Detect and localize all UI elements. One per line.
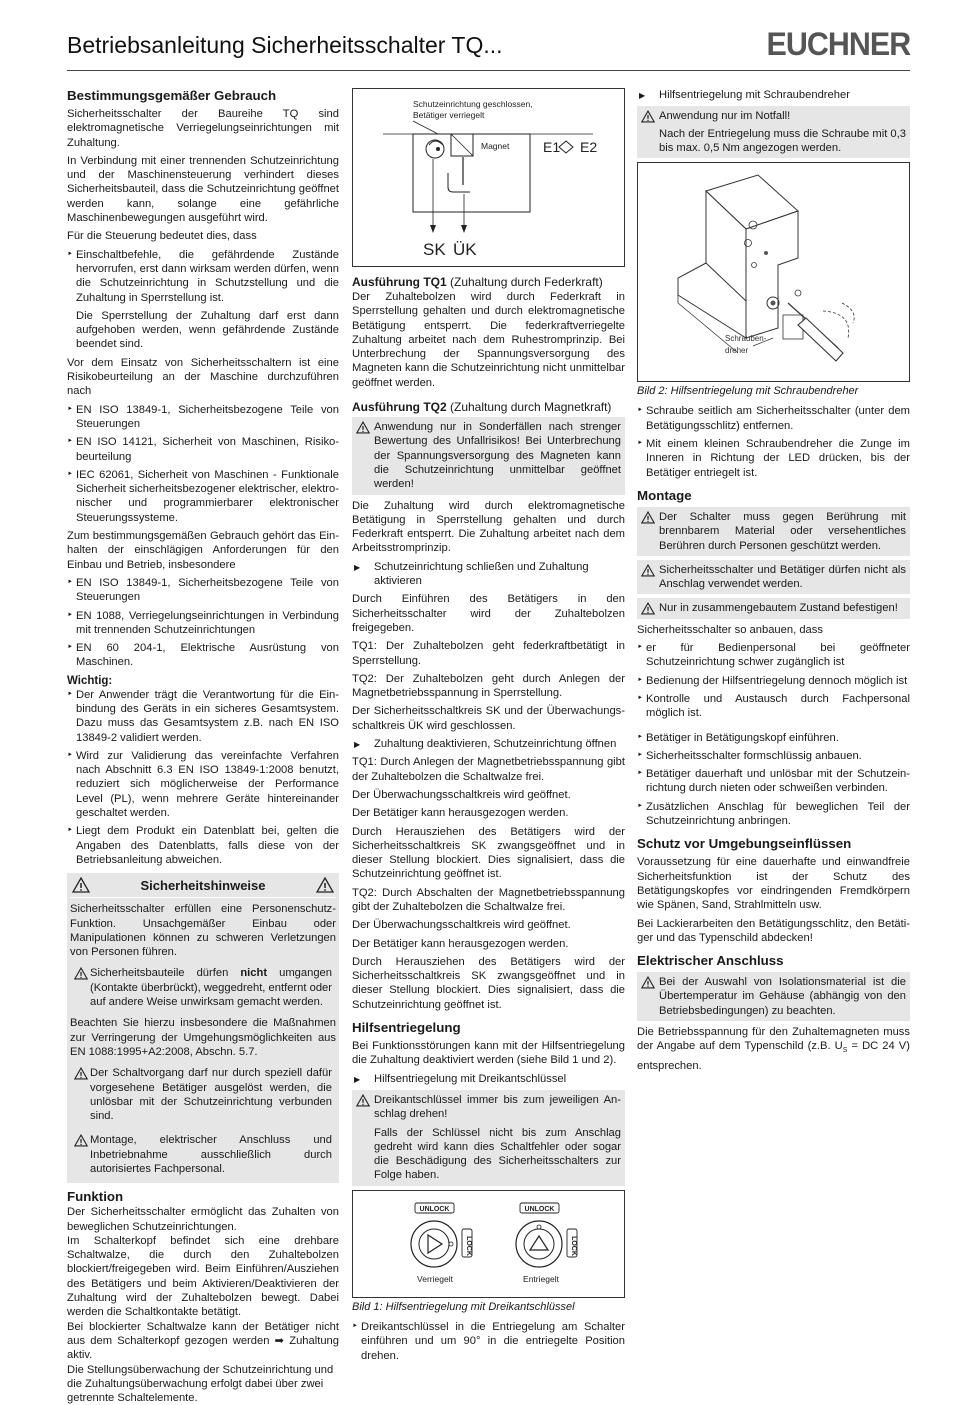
paragraph: Voraussetzung für eine dauerhafte und einwandfreie Sicherheitsfunktion ist der Schutz des Betätigungskopfes vor eindringenden Fremdkörpern wie Spänen, Sand, Strahlmitteln usw.: [637, 856, 910, 912]
warning-note: Nur in zusammengebautem Zustand befestigen!: [637, 598, 910, 618]
verriegelt-label: Verriegelt: [417, 1273, 453, 1284]
paragraph: Die Zuhaltung wird durch elektromagnetische Betätigung in Sperrstellung gehalten und durch Federkraft entsperrt. Die Zuhaltung arbeitet nach dem Arbeitsstromprinzip.: [352, 499, 625, 555]
paragraph: In Verbindung mit einer trennenden Schutzeinrichtung und der Maschinensteuerung verhindert dieses Sicherheitsbauteil, dass die Schutzeinrichtung geöffnet werden kann, solange eine gefährliche Maschinenbewegungen ausgeführt wird.: [67, 154, 339, 225]
paragraph: Der Sicherheitsschalter ermöglicht das Zuhalten von beweglichen Schutzeinrichtungen.: [67, 1206, 339, 1233]
figure-screwdriver-unlock: [637, 162, 910, 382]
paragraph: Sicherheitsschalter so anbauen, dass: [637, 623, 823, 636]
unlock-label: UNLOCK: [524, 1205, 555, 1213]
heading-tq1: Ausführung TQ1 (Zuhaltung durch Federkraft): [352, 275, 603, 289]
figure-switch-schematic: [352, 88, 625, 267]
warning-triangle-icon: [641, 976, 655, 993]
diagram-e1-label: E1: [543, 139, 561, 155]
heading-funktion: Funktion: [67, 1189, 124, 1205]
bullet-item: ‣ Sicherheitsschalter formschlüssig anbauen.: [637, 749, 910, 763]
heading-gebrauch: Bestimmungsgemäßer Gebrauch: [67, 88, 277, 103]
warning-triangle-icon: [316, 877, 334, 898]
heading-tq2: Ausführung TQ2 (Zuhaltung durch Magnetkraft): [352, 400, 612, 415]
paragraph: Der Überwachungsschaltkreis wird geöffnet.: [352, 919, 571, 932]
diagram-caption-line2: Betätiger verriegelt: [413, 110, 485, 120]
paragraph: Der Zuhaltebolzen wird durch Federkraft in Sperrstellung gehalten und durch elektromagnetische Betätigung entsperrt. Die federkraftverriegelte Zuhaltung arbeitet nach dem Ruhestromprinzip. Bei Unterbrechung der Spannungsversorgung des Magneten kann die Schutzeinrichtung nicht unmittelbar geöffnet werden.: [352, 291, 625, 389]
safety-notes-header: [70, 877, 336, 898]
warning-note: Sicherheitsbauteile dürfen nicht umgangen (Kontakte überbrückt), weggedreht, entfernt oder auf andere Weise unwirksam gemacht werden.: [70, 963, 336, 1012]
heading-montage: Montage: [637, 487, 692, 503]
paragraph: Sicherheitsschalter der Baureihe TQ sind elektromagnetische Verriegelungseinrichtungen mit Zuhaltung.: [67, 108, 339, 149]
bullet-item: ‣ EN ISO 13849-1, Sicherheitsbezogene Teile von Steuerungen: [67, 403, 339, 432]
column-1: [67, 88, 339, 1405]
paragraph: TQ1: Durch Anlegen der Magnetbetriebsspannung gibt der Zuhaltebolzen die Schaltwalze frei.: [352, 756, 625, 783]
diagram-caption-line1: Schutzeinrichtung geschlossen,: [413, 99, 533, 109]
heading-elektrisch: Elektrischer Anschluss: [637, 953, 784, 969]
paragraph: Bei Lackierarbeiten den Betätigungsschlitz, den Betätiger und das Typenschild abdecken!: [637, 917, 910, 944]
bullet-item: ‣ Schraube seitlich am Sicherheitsschalter (unter dem Betätigungsschlitz) entfernen.: [637, 404, 910, 433]
bullet-item: ‣ Einschaltbefehle, die gefährdende Zustände hervorrufen, erst dann wirksam werden dürfen, wenn die Schutzeinrichtung in Schutzstellung und die Zuhaltung in Sperrstellung ist.: [67, 248, 339, 305]
bullet-item: ‣ Betätiger in Betätigungskopf einführen.: [637, 731, 910, 745]
screwdriver-diagram: [638, 163, 909, 381]
paragraph: TQ2: Durch Abschalten der Magnetbetriebsspannung gibt der Zuhaltebolzen die Schaltwalze frei.: [352, 886, 625, 913]
warning-triangle-icon: [641, 564, 655, 581]
warning-note: Anwendung nur im Notfall! Nach der Entriegelung muss die Schraube mit 0,3 bis max. 0,5 Nm angezogen werden.: [637, 106, 910, 158]
paragraph: Bei blockierter Schaltwalze kann der Betätiger nicht aus dem Schalterkopf gezogen werden ➡ Zuhaltung aktiv.: [67, 1320, 339, 1362]
paragraph: Bei Funktionsstörungen kann mit der Hilfsentriegelung die Zuhaltung deaktiviert werden (siehe Bild 1 und 2).: [352, 1040, 625, 1067]
paragraph: Beachten Sie hierzu insbesondere die Maßnahmen zur Verringerung der Umgehungsmöglichkeiten aus EN 1088:1995+A2:2008, Abschn. 5.7.: [70, 1017, 336, 1058]
bullet-item: ‣ Mit einem kleinen Schraubendreher die Zunge im Inneren in Richtung der LED drücken, bis der Betätiger entriegelt ist.: [637, 437, 910, 480]
warning-triangle-icon: [74, 967, 88, 984]
bullet-item: ‣ Der Anwender trägt die Verantwortung für die Einbindung des Geräts in ein sicheres Gesamtsystem. Dazu muss das Gesamtsystem z.B. nach EN ISO 13849-2 validiert werden.: [67, 688, 339, 745]
screwdriver-label-line2: dreher: [725, 346, 749, 356]
warning-note: Bei der Auswahl von Isolationsmaterial ist die Übertemperatur im Gehäuse (abhängig von den Betriebsbedingungen) zu beachten.: [637, 972, 910, 1021]
action-step: ▶ Hilfsentriegelung mit Schraubendreher: [637, 88, 910, 102]
figure-caption: Bild 1: Hilfsentriegelung mit Dreikantschlüssel: [352, 1300, 575, 1313]
bullet-item: ‣ Kontrolle und Austausch durch Fachpersonal möglich ist.: [637, 692, 910, 721]
bullet-item: ‣ Liegt dem Produkt ein Datenblatt bei, gelten die Angaben des Datenblatts, falls diese von der Betriebsanleitung abweichen.: [67, 824, 339, 867]
bullet-item: ‣ er für Bedienpersonal bei geöffneter Schutzeinrichtung schwer zugänglich ist: [637, 641, 910, 670]
diagram-e2-label: E2: [580, 139, 598, 155]
warning-triangle-icon: [641, 602, 655, 619]
warning-note: Dreikantschlüssel immer bis zum jeweiligen Anschlag drehen! Falls der Schlüssel nicht bis zum Anschlag gedreht wird kann dies Schaltfehler oder sogar die Beschädigung des Sicherheitsschalters zur Folge haben.: [352, 1090, 625, 1186]
bullet-item: ‣ EN ISO 13849-1, Sicherheitsbezogene Teile von Steuerungen: [67, 576, 339, 605]
bullet-continuation: Die Sperrstellung der Zuhaltung darf erst dann aufgehoben werden, wenn gefährdende Zustände beendet sind.: [76, 309, 339, 351]
diagram-uk-label: ÜK: [453, 240, 477, 259]
paragraph: Im Schalterkopf befindet sich eine drehbare Schaltwalze, die durch den Zuhaltebolzen blockiert/freigegeben wird. Beim Einführen/Ausziehen des Betätigers und beim Aktivieren/Deaktivieren der Zuhaltung wird der Zuhaltebolzen bewegt. Dabei werden die Schaltkontakte betätigt.: [67, 1234, 339, 1319]
paragraph: Sicherheitsschalter erfüllen eine Personenschutz-Funktion. Unsachgemäßer Einbau oder Manipulationen können zu schweren Verletzungen von Personen führen.: [70, 903, 336, 959]
heading-schutz: Schutz vor Umgebungseinflüssen: [637, 836, 852, 852]
paragraph: Zum bestimmungsgemäßen Gebrauch gehört das Einhalten der einschlägigen Anforderungen für den Einbau und Betrieb, insbesondere: [67, 530, 339, 571]
page-header: [67, 26, 910, 71]
warning-triangle-icon: [72, 877, 90, 898]
paragraph: Durch Herausziehen des Betätigers wird der Sicherheitsschaltkreis SK zwangsgeöffnet und in dieser Stellung blockiert. Dies signalisiert, dass die Schutzeinrichtung geöffnet ist.: [352, 955, 625, 1011]
bullet-item: ‣ Wird zur Validierung das vereinfachte Verfahren nach Abschnitt 6.3 EN ISO 13849-1:2008 benutzt, reduziert sich möglicherweise der Performance Level (PL), wenn mehrere Geräte hintereinander geschaltet werden.: [67, 749, 339, 820]
warning-triangle-icon: [641, 110, 655, 127]
bullet-item: ‣ Zusätzlichen Anschlag für beweglichen Teil der Schutzeinrichtung anbringen.: [637, 800, 910, 829]
diagram-magnet-label: Magnet: [481, 141, 510, 151]
paragraph: Vor dem Einsatz von Sicherheitsschaltern ist eine Risikobeurteilung an der Maschine durchzuführen nach: [67, 356, 339, 398]
paragraph: Für die Steuerung bedeutet dies, dass: [67, 230, 257, 243]
entriegelt-label: Entriegelt: [523, 1273, 559, 1284]
figure-triangle-key-unlock: [352, 1190, 625, 1298]
screwdriver-label-line1: Schrauben-: [725, 334, 767, 344]
bullet-item: ‣ IEC 62061, Sicherheit von Maschinen - Funktionale Sicherheit sicherheitsbezogener elektrischer, elektronischer und programmierbarer elektronischer Steuerungssysteme.: [67, 468, 339, 525]
diagram-sk-label: SK: [423, 240, 446, 259]
switch-schematic-diagram: [353, 89, 624, 266]
column-3: [637, 88, 910, 1077]
bullet-item: ‣ Bedienung der Hilfsentriegelung dennoch möglich ist: [637, 674, 910, 688]
warning-triangle-icon: [356, 421, 370, 438]
bullet-item: ‣ EN 60 204-1, Elektrische Ausrüstung von Maschinen.: [67, 641, 339, 670]
paragraph: TQ1: Der Zuhaltebolzen geht federkraftbetätigt in Sperrstellung.: [352, 640, 625, 667]
paragraph: Die Stellungsüberwachung der Schutzeinrichtung und die Zuhaltungsüberwachung erfolgt dabei über zwei getrennte Schaltelemente.: [67, 1363, 334, 1405]
unlock-label: UNLOCK: [419, 1205, 450, 1213]
heading-hilfsentriegelung: Hilfsentriegelung: [352, 1020, 461, 1036]
action-step: ▶ Zuhaltung deaktivieren, Schutzeinrichtung öffnen: [352, 737, 625, 751]
bullet-item: ‣ Dreikantschlüssel in die Entriegelung am Schalter einführen und um 90° in die entriegelte Position drehen.: [352, 1320, 625, 1363]
column-2: [352, 88, 625, 1367]
warning-triangle-icon: [356, 1094, 370, 1111]
warning-triangle-icon: [641, 511, 655, 528]
heading-wichtig: Wichtig:: [67, 674, 113, 687]
bullet-item: ‣ EN 1088, Verriegelungseinrichtungen in Verbindung mit trennenden Schutzeinrichtungen: [67, 609, 339, 638]
paragraph: Die Betriebsspannung für den Zuhaltemagneten muss der Angabe auf dem Typenschild (z.B. $U_S$ = DC 24 V) entsprechen.: [637, 1025, 910, 1072]
warning-note: Anwendung nur in Sonderfällen nach strenger Bewertung des Unfallrisikos! Bei Unterbrechung der Spannungsversorgung des Magneten kann die Schutzeinrichtung unmittelbar geöffnet werden!: [352, 417, 625, 494]
paragraph: Der Betätiger kann herausgezogen werden.: [352, 937, 569, 950]
warning-triangle-icon: [74, 1134, 88, 1151]
paragraph: Durch Einführen des Betätigers in den Sicherheitsschalter wird der Zuhaltebolzen freigegeben.: [352, 593, 625, 634]
paragraph: Durch Herausziehen des Betätigers wird der Sicherheitsschaltkreis SK zwangsgeöffnet und in dieser Stellung blockiert. Dies signalisiert, dass die Schutzeinrichtung geöffnet ist.: [352, 825, 625, 881]
bullet-item: ‣ EN ISO 14121, Sicherheit von Maschinen, Risikobeurteilung: [67, 435, 339, 464]
brand-logo: EUCHNER: [766, 26, 910, 62]
paragraph: Der Überwachungsschaltkreis wird geöffnet.: [352, 788, 571, 801]
bullet-item: ‣ Betätiger dauerhaft und unlösbar mit der Schutzeinrichtung durch nieten oder schweißen verbinden.: [637, 767, 910, 796]
warning-note: Sicherheitsschalter und Betätiger dürfen nicht als Anschlag verwendet werden.: [637, 560, 910, 595]
warning-note: Montage, elektrischer Anschluss und Inbetriebnahme ausschließlich durch autorisiertes Fachpersonal.: [70, 1130, 336, 1179]
safety-notes-title: Sicherheitshinweise: [140, 878, 266, 894]
action-step: ▶ Hilfsentriegelung mit Dreikantschlüssel: [352, 1072, 625, 1086]
safety-notes-box: [67, 873, 339, 1183]
triangle-key-diagram: [353, 1191, 624, 1297]
warning-triangle-icon: [74, 1067, 88, 1084]
action-step: ▶ Schutzeinrichtung schließen und Zuhaltung aktivieren: [352, 560, 625, 589]
paragraph: TQ2: Der Zuhaltebolzen geht durch Anlegen der Magnetbetriebsspannung in Sperrstellung.: [352, 672, 625, 700]
warning-note: Der Schaltvorgang darf nur durch speziell dafür vorgesehene Betätiger ausgelöst werden, die unlösbar mit der Schutzeinrichtung verbunden sind.: [70, 1063, 336, 1126]
paragraph: Der Sicherheitsschaltkreis SK und der Überwachungsschaltkreis ÜK wird geschlossen.: [352, 705, 625, 732]
lock-label: LOCK: [570, 1235, 577, 1256]
figure-caption: Bild 2: Hilfsentriegelung mit Schraubendreher: [637, 385, 859, 398]
warning-note: Der Schalter muss gegen Berührung mit brennbarem Material oder versehentliches Berühren durch Personen geschützt werden.: [637, 507, 910, 556]
document-title: Betriebsanleitung Sicherheitsschalter TQ...: [67, 32, 503, 58]
lock-label: LOCK: [465, 1235, 472, 1256]
paragraph: Der Betätiger kann herausgezogen werden.: [352, 807, 569, 820]
